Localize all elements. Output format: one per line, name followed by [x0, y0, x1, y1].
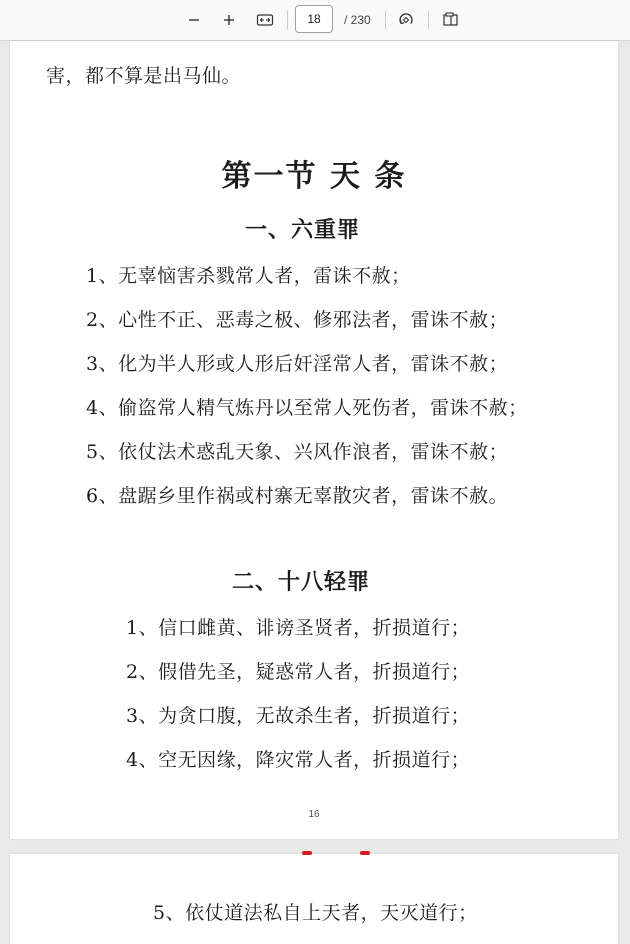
toolbar-divider — [287, 11, 288, 29]
subsection-title: 一、六重罪 — [245, 217, 361, 243]
minus-icon — [187, 13, 201, 27]
list-item: 4、偷盗常人精气炼丹以至常人死伤者，雷诛不赦； — [86, 397, 528, 419]
zoom-out-button[interactable] — [181, 8, 207, 32]
page-number: 16 — [308, 809, 320, 820]
list-item: 1、信口雌黄、诽谤圣贤者，折损道行； — [126, 617, 471, 639]
list-item: 4、空无因缘，降灾常人者，折损道行； — [126, 749, 471, 771]
plus-icon — [222, 13, 236, 27]
zoom-in-button[interactable] — [216, 8, 242, 32]
total-pages-label: / 230 — [344, 13, 371, 27]
two-page-view-icon — [442, 12, 460, 28]
document-page — [10, 41, 618, 839]
list-item: 2、心性不正、恶毒之极、修邪法者，雷诛不赦； — [86, 309, 509, 331]
rotate-button[interactable] — [393, 8, 419, 32]
list-item: 3、为贪口腹，无故杀生者，折损道行； — [126, 705, 471, 727]
page-number-input[interactable] — [295, 5, 333, 33]
fit-width-button[interactable] — [252, 8, 278, 32]
list-item: 6、盘踞乡里作祸或村寨无辜散灾者，雷诛不赦。 — [86, 485, 509, 507]
section-title: 第一节 天 条 — [221, 159, 407, 194]
fit-width-icon — [256, 13, 274, 27]
toolbar-divider — [385, 11, 386, 29]
list-item: 3、化为半人形或人形后奸淫常人者，雷诛不赦； — [86, 353, 509, 375]
list-item: 1、无辜恼害杀戮常人者，雷诛不赦； — [86, 265, 411, 287]
list-item: 2、假借先圣，疑惑常人者，折损道行； — [126, 661, 471, 683]
toolbar-divider — [428, 11, 429, 29]
rotate-icon — [397, 11, 415, 29]
body-text-line: 害，都不算是出马仙。 — [46, 65, 242, 87]
subsection-title: 二、十八轻罪 — [232, 569, 371, 595]
list-item: 5、依仗法术惑乱天象、兴风作浪者，雷诛不赦； — [86, 441, 509, 463]
red-mark — [360, 851, 370, 855]
page-view-button[interactable] — [438, 8, 464, 32]
red-mark — [302, 851, 312, 855]
list-item: 5、依仗道法私自上天者，天灭道行； — [153, 902, 478, 924]
pdf-toolbar — [0, 0, 630, 41]
